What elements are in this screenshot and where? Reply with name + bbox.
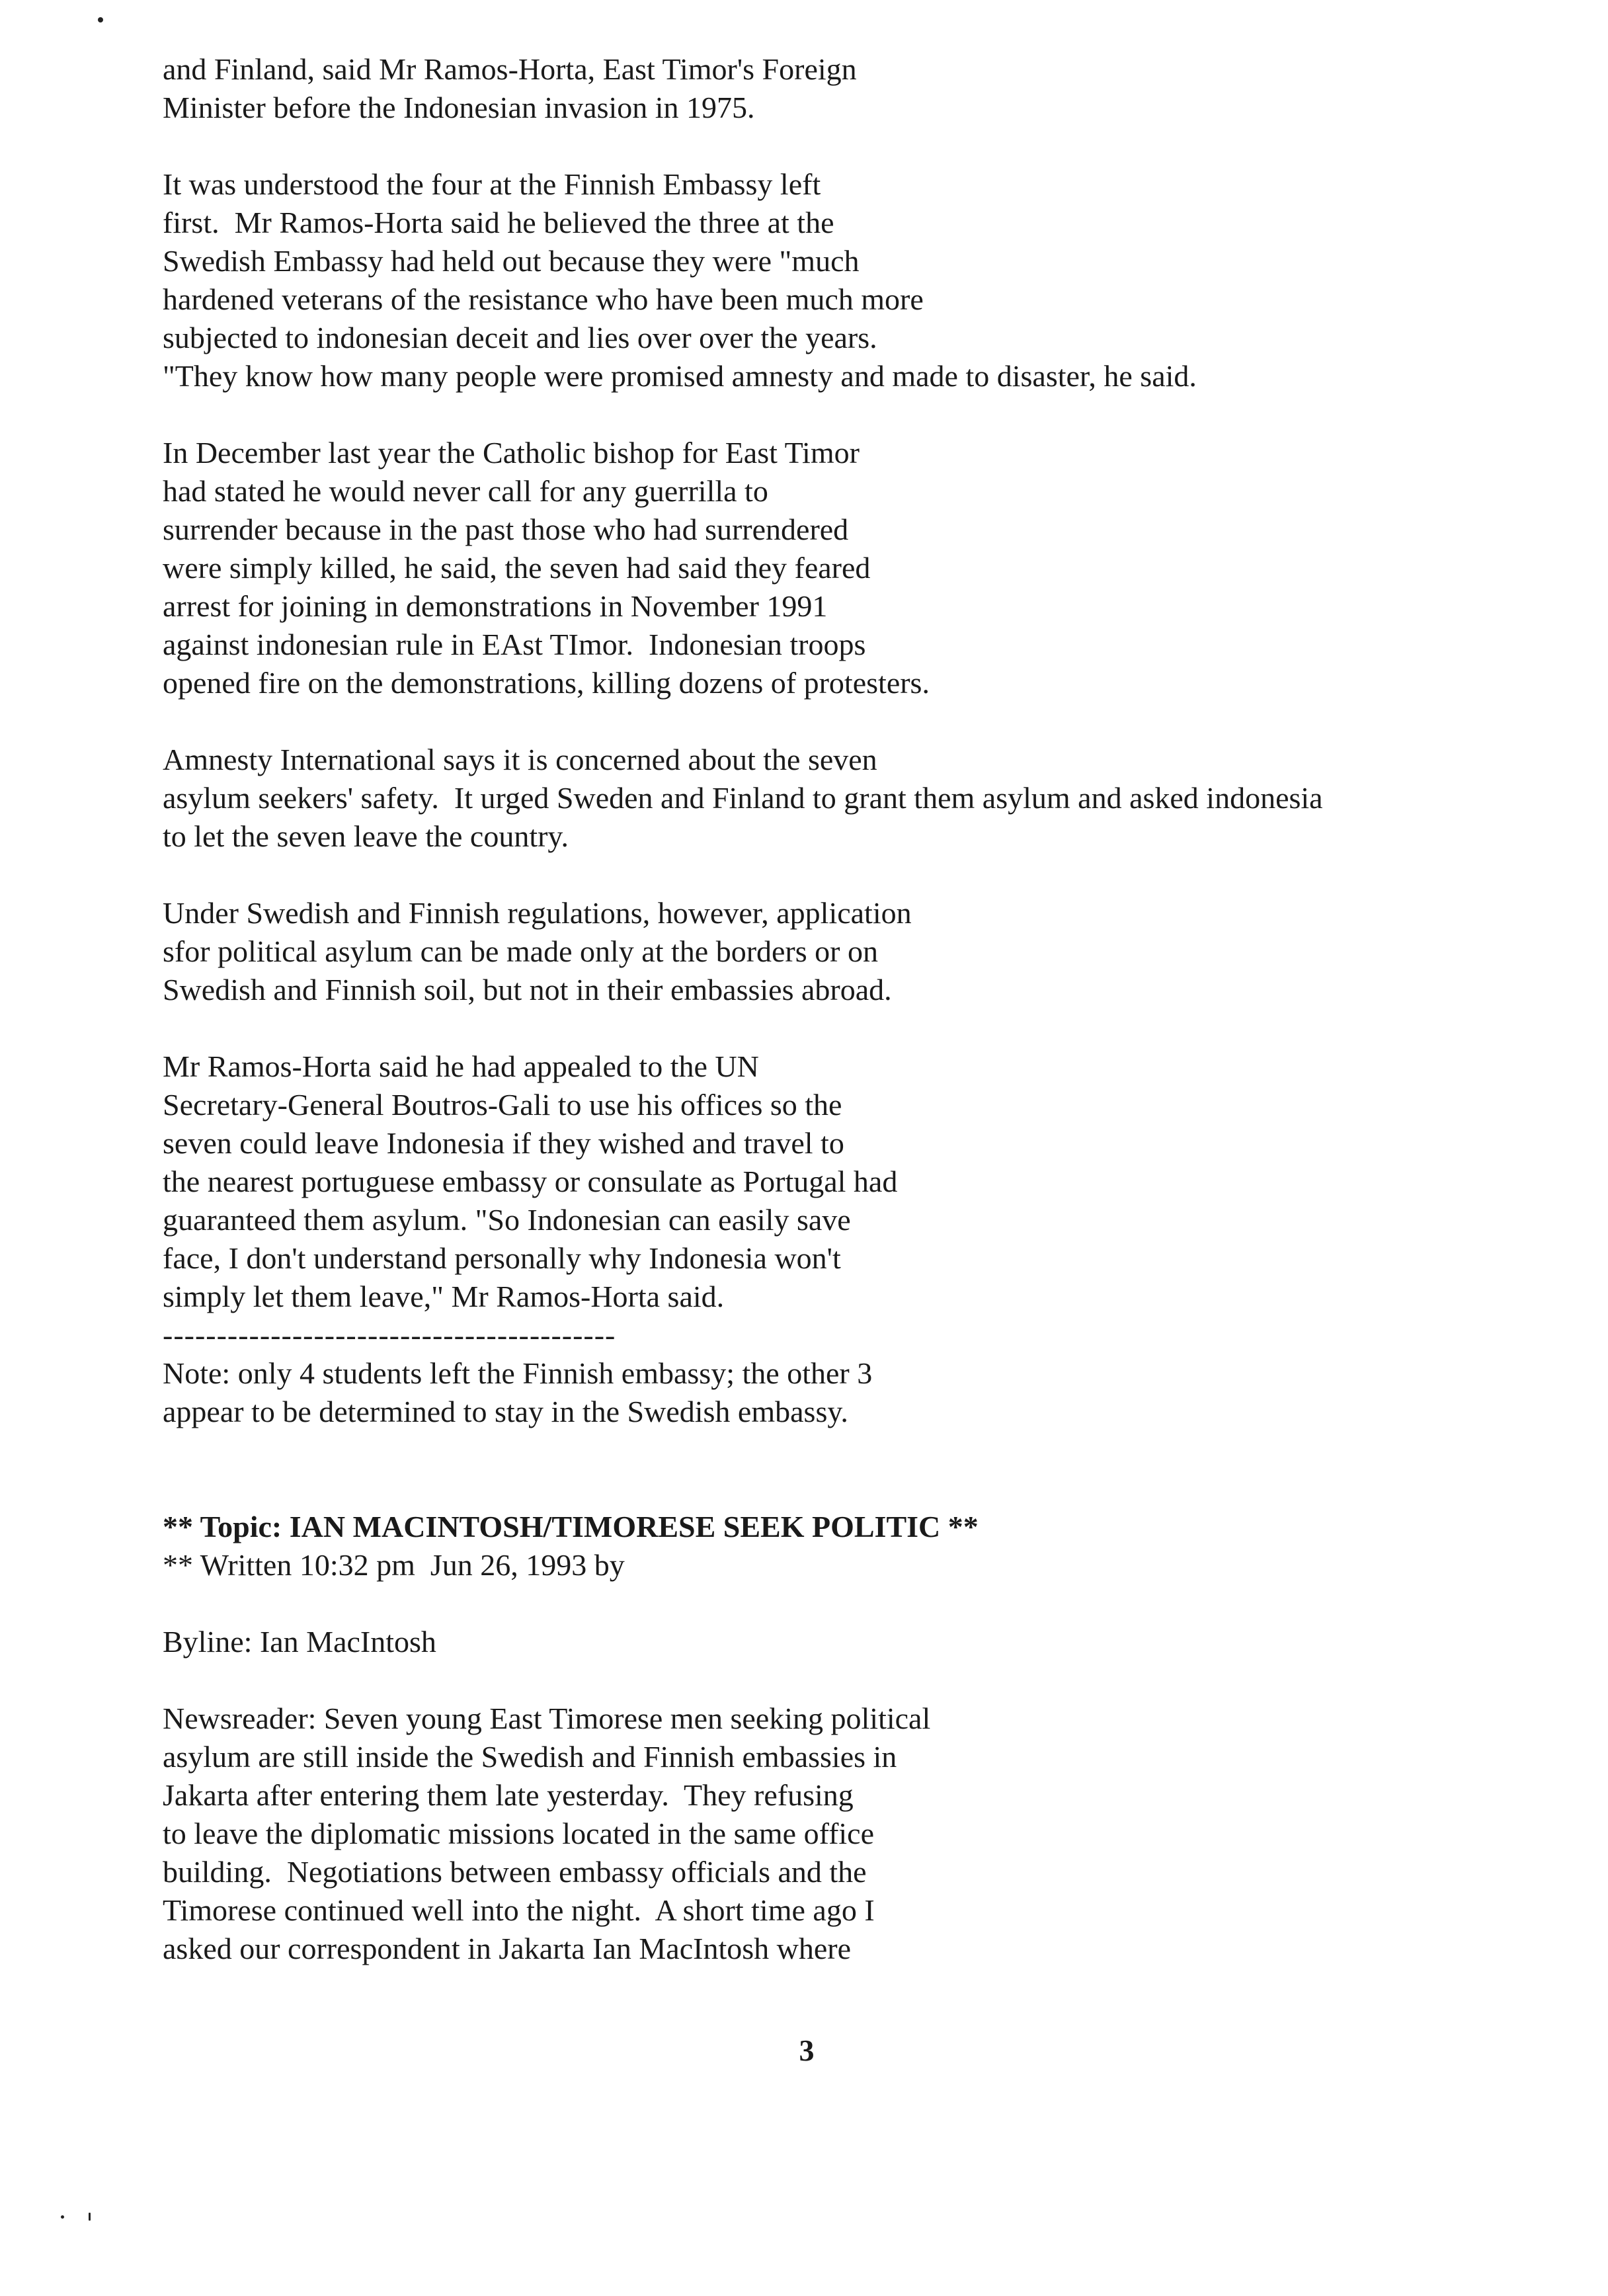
text-line: Newsreader: Seven young East Timorese men seeking political: [163, 1702, 931, 1735]
text-line: against indonesian rule in EAst TImor. Indonesian troops: [163, 628, 866, 661]
text-line: asylum seekers' safety. It urged Sweden and Finland to grant them asylum and asked indonesia: [163, 781, 1323, 815]
paragraph-catholic-bishop: [163, 434, 1525, 702]
text-line: It was understood the four at the Finnish Embassy left: [163, 167, 821, 201]
paragraph-gap: [163, 856, 1525, 894]
section-gap: [163, 1431, 1525, 1508]
text-line: Under Swedish and Finnish regulations, however, application: [163, 896, 912, 930]
text-line: asylum are still inside the Swedish and Finnish embassies in: [163, 1740, 897, 1774]
note-line: Note: only 4 students left the Finnish embassy; the other 3: [163, 1356, 873, 1390]
written-line: ** Written 10:32 pm Jun 26, 1993 by: [163, 1548, 625, 1582]
text-line: asked our correspondent in Jakarta Ian MacIntosh where: [163, 1932, 851, 1965]
note-paragraph: [163, 1354, 1525, 1431]
scan-speck-bottom-2: [89, 2213, 91, 2221]
text-line: were simply killed, he said, the seven had said they feared: [163, 551, 871, 585]
paragraph-newsreader: [163, 1700, 1525, 1968]
byline-paragraph: [163, 1623, 1525, 1661]
paragraph-amnesty-international: [163, 741, 1525, 856]
text-line: simply let them leave," Mr Ramos-Horta said.: [163, 1280, 725, 1313]
text-line: first. Mr Ramos-Horta said he believed the three at the: [163, 206, 834, 239]
paragraph-gap: [163, 127, 1525, 165]
text-line: Timorese continued well into the night. A short time ago I: [163, 1893, 875, 1927]
paragraph-gap: [163, 395, 1525, 434]
paragraph-gap: [163, 1584, 1525, 1623]
text-line: Swedish and Finnish soil, but not in their embassies abroad.: [163, 973, 892, 1006]
text-line: sfor political asylum can be made only at the borders or on: [163, 934, 878, 968]
text-line: subjected to indonesian deceit and lies over over the years.: [163, 321, 877, 354]
text-line: Secretary-General Boutros-Gali to use his offices so the: [163, 1088, 842, 1122]
paragraph-regulations: [163, 894, 1525, 1009]
text-line: seven could leave Indonesia if they wished and travel to: [163, 1126, 844, 1160]
text-line: building. Negotiations between embassy officials and the: [163, 1855, 867, 1889]
note-line: appear to be determined to stay in the Swedish embassy.: [163, 1395, 848, 1428]
paragraph-foreign-minister: [163, 50, 1525, 127]
text-line: Swedish Embassy had held out because they were "much: [163, 244, 860, 278]
text-line: Minister before the Indonesian invasion in 1975.: [163, 91, 755, 124]
text-line: surrender because in the past those who had surrendered: [163, 512, 849, 546]
scan-speck-bottom: [61, 2215, 64, 2219]
text-line: had stated he would never call for any guerrilla to: [163, 474, 768, 508]
topic-header: [163, 1508, 1525, 1584]
page-number: 3: [799, 2033, 815, 2067]
text-line: "They know how many people were promised amnesty and made to disaster, he said.: [163, 359, 1197, 393]
document-page: [163, 50, 1525, 1968]
text-line: face, I don't understand personally why Indonesia won't: [163, 1241, 841, 1275]
paragraph-embassy-departure: [163, 165, 1525, 395]
dashed-separator: ------------------------------------------: [163, 1318, 616, 1352]
text-line: the nearest portuguese embassy or consulate as Portugal had: [163, 1165, 898, 1198]
scan-speck-top: [98, 17, 103, 22]
topic-heading: ** Topic: IAN MACINTOSH/TIMORESE SEEK POLITIC **: [163, 1510, 979, 1543]
text-line: Amnesty International says it is concerned about the seven: [163, 743, 877, 776]
text-line: to let the seven leave the country.: [163, 819, 569, 853]
paragraph-gap: [163, 702, 1525, 741]
text-line: opened fire on the demonstrations, killing dozens of protesters.: [163, 666, 930, 700]
paragraph-gap: [163, 1661, 1525, 1700]
text-line: In December last year the Catholic bishop for East Timor: [163, 436, 860, 470]
text-line: Mr Ramos-Horta said he had appealed to the UN: [163, 1049, 759, 1083]
text-line: arrest for joining in demonstrations in November 1991: [163, 589, 828, 623]
text-line: Jakarta after entering them late yesterday. They refusing: [163, 1778, 854, 1812]
text-line: hardened veterans of the resistance who have been much more: [163, 282, 924, 316]
text-line: to leave the diplomatic missions located in the same office: [163, 1817, 875, 1850]
text-line: and Finland, said Mr Ramos-Horta, East Timor's Foreign: [163, 52, 857, 86]
byline: Byline: Ian MacIntosh: [163, 1625, 436, 1659]
text-line: guaranteed them asylum. "So Indonesian can easily save: [163, 1203, 851, 1237]
paragraph-gap: [163, 1009, 1525, 1047]
paragraph-un-appeal: [163, 1047, 1525, 1316]
